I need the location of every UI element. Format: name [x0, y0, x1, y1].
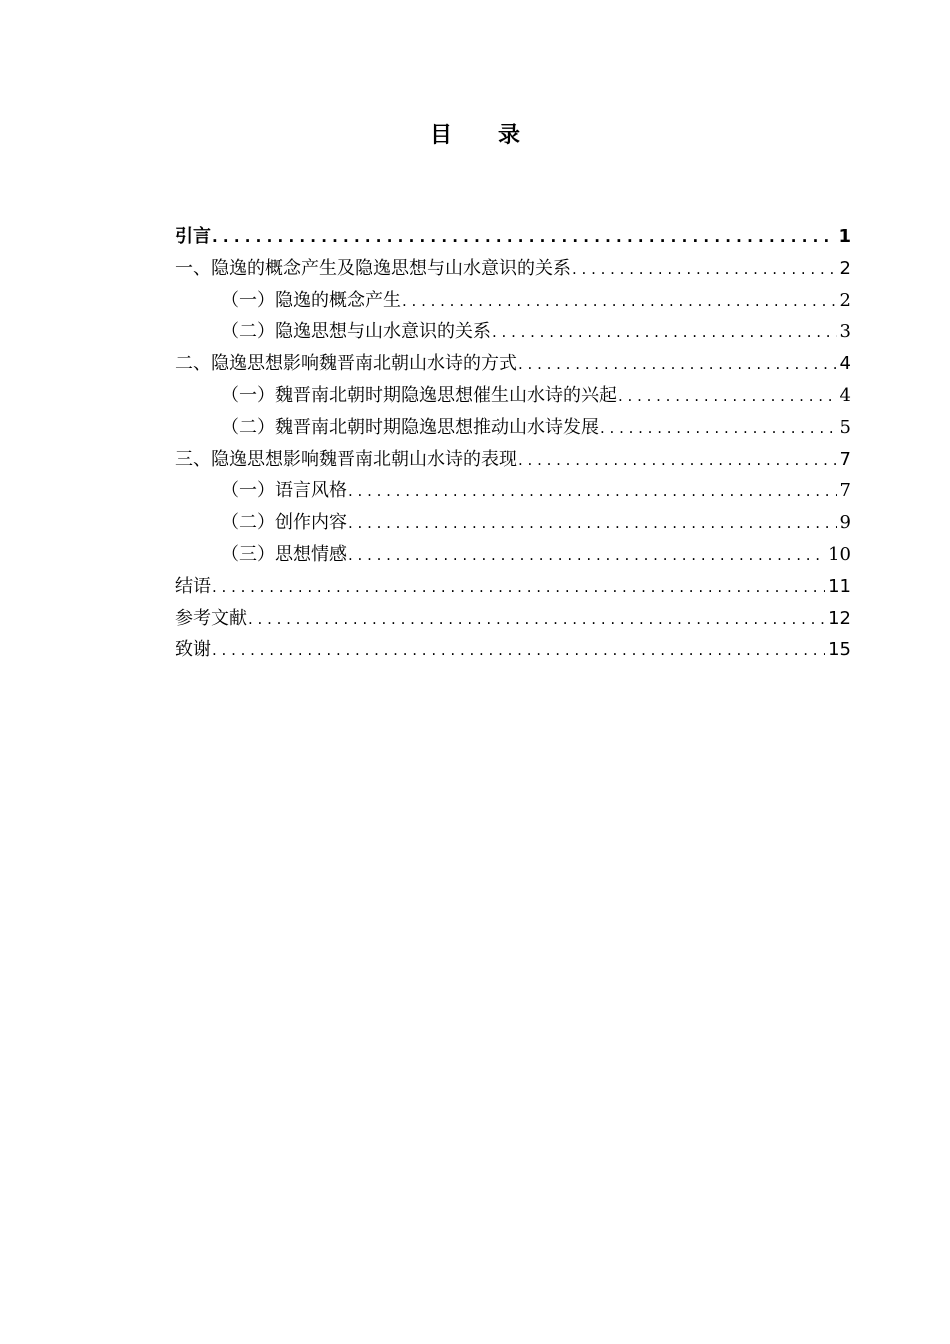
dot-leader [212, 222, 835, 253]
page-title-char-2: 录 [498, 123, 521, 148]
toc-entry-label: 三、隐逸思想影响魏晋南北朝山水诗的表现 [175, 448, 517, 470]
toc-entry-section-3-2[interactable] [175, 507, 851, 539]
page-title-char-1: 目 [429, 123, 452, 148]
toc-entry-references[interactable] [175, 603, 851, 635]
toc-entry-label: 一、隐逸的概念产生及隐逸思想与山水意识的关系 [175, 257, 571, 279]
dot-leader [492, 317, 837, 348]
toc-entry-section-1-2[interactable] [175, 316, 851, 348]
toc-entry-acknowledgements[interactable] [175, 634, 851, 666]
toc-entry-section-3-1[interactable] [175, 475, 851, 507]
dot-leader [212, 572, 825, 603]
toc-entry-page: 15 [828, 639, 851, 661]
toc-entry-chapter-1[interactable] [175, 253, 851, 285]
page-title [0, 118, 950, 149]
toc-entry-page: 9 [839, 512, 851, 534]
dot-leader [618, 381, 837, 412]
toc-entry-chapter-3[interactable] [175, 444, 851, 476]
toc-entry-section-2-1[interactable] [175, 380, 851, 412]
toc-entry-label: （一）语言风格 [221, 480, 347, 502]
dot-leader [600, 413, 837, 444]
toc-entry-section-2-2[interactable] [175, 412, 851, 444]
toc-entry-section-1-1[interactable] [175, 285, 851, 317]
toc-entry-page: 11 [828, 575, 851, 597]
dot-leader [572, 254, 837, 285]
dot-leader [212, 635, 825, 666]
dot-leader [348, 508, 837, 539]
dot-leader [248, 604, 825, 635]
table-of-contents [175, 221, 851, 666]
toc-entry-page: 4 [839, 384, 851, 406]
toc-entry-label: （二）隐逸思想与山水意识的关系 [221, 321, 491, 343]
toc-entry-label: 参考文献 [175, 607, 247, 629]
toc-entry-label: （一）魏晋南北朝时期隐逸思想催生山水诗的兴起 [221, 384, 617, 406]
dot-leader [518, 445, 837, 476]
toc-entry-conclusion[interactable] [175, 571, 851, 603]
dot-leader [518, 349, 837, 380]
toc-entry-label: （一）隐逸的概念产生 [221, 289, 401, 311]
dot-leader [402, 286, 837, 317]
toc-entry-label: 结语 [175, 575, 211, 597]
toc-entry-page: 12 [828, 607, 851, 629]
toc-entry-label: （二）魏晋南北朝时期隐逸思想推动山水诗发展 [221, 416, 599, 438]
toc-entry-page: 2 [839, 289, 851, 311]
toc-entry-chapter-2[interactable] [175, 348, 851, 380]
toc-entry-label: 二、隐逸思想影响魏晋南北朝山水诗的方式 [175, 353, 517, 375]
toc-entry-page: 1 [838, 226, 851, 247]
toc-entry-page: 7 [839, 448, 851, 470]
dot-leader [348, 476, 837, 507]
toc-entry-label: 致谢 [175, 639, 211, 661]
toc-entry-label: 引言 [175, 226, 211, 247]
toc-entry-section-3-3[interactable] [175, 539, 851, 571]
toc-entry-label: （三）思想情感 [221, 543, 347, 565]
dot-leader [348, 540, 825, 571]
toc-entry-page: 10 [828, 543, 851, 565]
toc-entry-label: （二）创作内容 [221, 512, 347, 534]
toc-entry-page: 3 [839, 321, 851, 343]
toc-entry-page: 7 [839, 480, 851, 502]
toc-entry-page: 5 [839, 416, 851, 438]
toc-entry-intro[interactable] [175, 221, 851, 253]
toc-entry-page: 2 [839, 257, 851, 279]
toc-entry-page: 4 [839, 353, 851, 375]
